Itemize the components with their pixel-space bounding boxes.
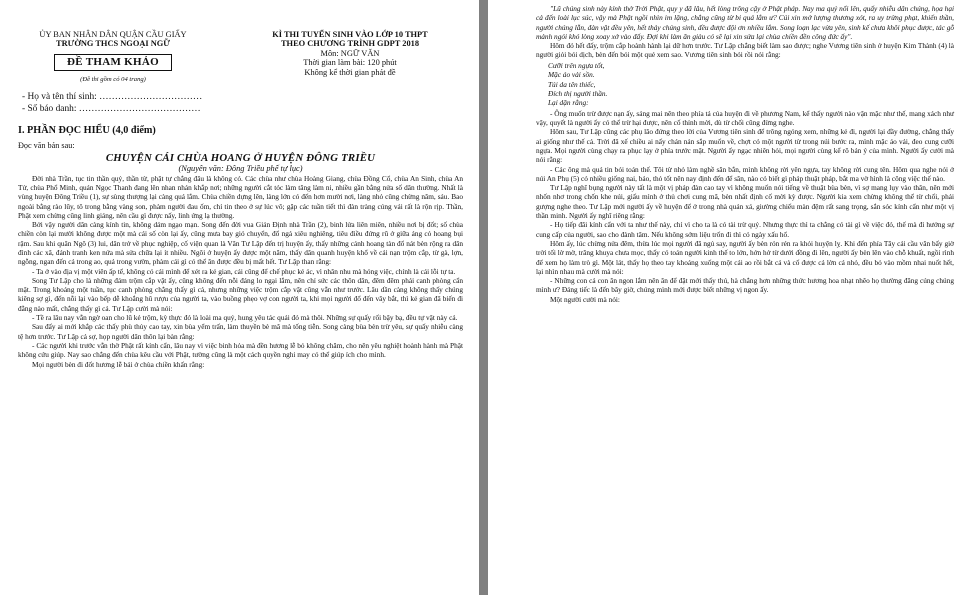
page-count-note: (Đề thi gồm có 04 trang) — [80, 76, 146, 84]
dialogue-paragraph: - Các người khi trước vẫn thờ Phật rất kính cẩn, lâu nay vì việc binh hỏa mà đền hương lễ bỏ không chăm, cho nên yêu nghiệt hoành hành mà Phật không cứu giúp. Nay sao chẳng đến chùa kêu cầu với Phật, tường cũng là một cách quyền nghi may có thể giúp ích cho mình. — [18, 340, 463, 360]
curriculum: THEO CHƯƠNG TRÌNH GDPT 2018 — [280, 39, 420, 49]
dialogue-paragraph: - Tề ra lâu nay vẫn ngờ oan cho lũ kẻ trộm, kỳ thực đó là loài ma quỷ, hung yêu tác quái đó mà thôi. Những sự quấy rối bậy bạ, đều tự vật này cả. — [32, 313, 458, 323]
exam-name: KÌ THI TUYỂN SINH VÀO LỚP 10 THPT — [272, 30, 428, 39]
verse-line: Lại dặn rằng: — [548, 98, 589, 108]
paragraph: Bởi vậy người dân càng kính tin, không dám ngạo mạn. Song đến đời vua Giản Định nhà Trần (2), binh lửa liên miên, nhiều nơi bị đốt; số chùa chiền còn lại mười không được một mà cái số còn lại ấy, cũng mưa bay gió chuyển, đổ ngả xiêu nghiêng, tiêu điều đứng rũ ở giữa áng cỏ hoang bụi rậm. Sau khi quân Ngô (3) lui, dân trở về phục nghiệp, cố viện quan là Văn Tư Lập đến trị huyện ấy, thấy những cảnh hoang tàn đổ nát bèn rộng ra dân đình các xã, đánh tranh ken nứa mà sửa chữa lại ít nhiều. Ngôi ở huyện ấy được một năm, thấy dân quanh huyện khổ về cái nạn trộm cắp, từ gà, lợn, ngỗng, ngan đến cả trong ao, quả trong vườn, phàm cái gì có thể ăn được đều bị mất hết. Tư Lập than rằng: — [18, 220, 463, 267]
district-name: ỦY BAN NHÂN DÂN QUẬN CẦU GIẤY — [39, 30, 187, 39]
section-heading: I. PHẦN ĐỌC HIỂU (4,0 điểm) — [18, 124, 156, 136]
verse-line: Mặc áo vải sồn. — [548, 70, 595, 80]
exam-header — [18, 30, 463, 85]
paragraph: Hôm đó hết đấy, trộm cắp hoành hành lại dữ hơn trước. Tư Lập chẳng biết làm sao được; nghe Vương tiên sinh ở huyện Kim Thành (4) là người giỏi bói dịch, bèn đến bói một quẻ xem sao. Vương tiên sinh bói rồi nói rằng: — [536, 41, 954, 60]
exam-page-2 — [488, 0, 968, 595]
verse-line: Cưỡi trên ngựa tốt, — [548, 60, 605, 70]
dialogue-paragraph: - Các ông mà quá tin bói toán thế. Tôi từ nhỏ làm nghề săn bắn, mình không rời yên ngựa, tay không rời cung tên. Hôm qua nghe nói ở núi An Phụ (5) có nhiều giống nai, báo, thỏ tốt nên nay định đến để săn, nào có biết gì pháp thuật pháp, bắt ma vờ hình là công việc thế nào. — [536, 164, 954, 183]
reference-stamp: ĐỀ THAM KHẢO — [54, 54, 172, 71]
dialogue-paragraph: - Những con cá con ăn ngon lắm nên ăn để đặt mới thấy thú, hà chẳng hơn những thức hương hoa nhạt nhẽo họ thường đăng cúng chúng mình ư? Đáng tiếc là đến bây giờ, chúng mình mới được biết những vị ngon ấy. — [536, 276, 954, 295]
paragraph: Tư Lập nghĩ bụng người này tất là một vị pháp đàn cao tay vì không muốn nói tiếng về thuật bùa bèn, vì sợ mang lụy vào thân, nên mới nhốn nhơ trong chốn khe núi, giấu mình ở thủ chơi cung mã, bèn nhất định cố mời kỳ được. Người kia xem chừng không thể từ chối, phải gượng nghe theo. Tư Lập mới người ấy về huyện để ở trong nhà quán xá, giường chiếu màn đệm rất sang trọng, sắn sóc kính cẩn như một vị thần minh. Người ấy nghĩ riêng rằng: — [536, 183, 954, 221]
candidate-name-field: - Họ và tên thí sinh: …………………………… — [22, 91, 203, 102]
paragraph: Một người cười mà nói: — [550, 294, 620, 304]
candidate-id-field: - Số báo danh: ………………………………… — [22, 103, 201, 114]
subject: Môn: NGỮ VĂN — [320, 48, 380, 58]
school-name: TRƯỜNG THCS NGOẠI NGỮ — [56, 39, 170, 49]
dialogue-paragraph: - Ông muốn trừ được nạn ấy, sáng mai nên theo phía tả của huyện đi về phương Nam, kể thấy người nào vận mặc như thế, mang xách như vậy, quyết là người ấy có thể trừ hại được, nên cố thỉnh mời, dù từ chối cũng đừng nghe. — [536, 108, 954, 128]
story-title: CHUYỆN CÁI CHÙA HOANG Ở HUYỆN ĐÔNG TRIỀU — [105, 151, 376, 164]
prayer-paragraph: "Lũ chúng sinh này kính thờ Trời Phật, quy y đã lâu, hết lòng trông cậy ở Phật pháp. Nay ma quỷ nổi lên, quấy nhiễu dân chúng, họa hại cả đến loài lục súc, vậy mà Phật ngồi nhìn im lặng, chẳng cũng từ bi quá lắm ư? Cúi xin mở lượng thương xót, ra uy trừng phạt, khiến thần, người chúng lẫn, đàn vật đều yên, hết thảy chúng sinh, đều được đội ơn nhiều lắm. Song loạn lạc vừa yên, sinh kế chưa khôi phục được, tác gỗ mảnh ngói khó lòng xoay xở vào đấy. Đợi khi làm ăn giàu có sẽ lại xin sửa lại chùa chiền đền công đức ấy". — [536, 4, 954, 41]
time-note: Không kể thời gian phát đề — [304, 67, 396, 77]
paragraph: Hôm sau, Tư Lập cũng các phụ lão đứng theo lời của Vương tiên sinh để trông ngóng xem, những kẻ đi, người lại đầy đường, chẳng thấy ai giống như thế cả. Trời đã xế chiều ai nấy chán nản sắp muốn về, chợt có một người từ trong núi bước ra, mình mặc áo vải, đeo cung cưỡi ngựa. Mọi người cùng chạy ra phục lạy ở phía trước mặt. Người ấy ngạc nhiên hỏi, mọi người cùng kể rõ bản ý của mình. Người ấy cười mà nói rằng: — [536, 127, 954, 165]
dialogue-paragraph: - Họ tiếp đãi kính cẩn với ta như thế này, chỉ vì cho ta là có tài trừ quỷ. Nhưng thực thì ta chẳng có tài gì về việc đó, thế mà đi hưởng sự cung cấp của người, sao cho đành tâm. Nếu không sớm liệu trốn đi thì có ngày xấu hổ. — [536, 220, 954, 239]
verse-block — [548, 61, 954, 108]
paragraph: Hôm ấy, lúc chừng nửa đêm, thừa lúc mọi người đã ngủ say, người ấy bèn rón rén ra khỏi huyện lỵ. Khi đến phía Tây cái cầu văn bấy giờ trời tối lờ mờ, trăng khuya chưa mọc, thấy có toán người kinh thế to lớn, hớn hở từ dưới đồng đi lên, người ấy bèn lên vào chỗ khuất, ngồi rình để xem họ làm trò gì. Một lát, thấy họ theo tay khoảng xuống một cái ao rồi bắt cá và cố được cả lờn cá nhỏ, đều bỏ vào mồm nhai nuốt hết, lại nhìn nhau mà cười mà nói: — [536, 238, 954, 276]
paragraph: Sau đấy ai mới khắp các thấy phù thủy cao tay, xin bùa yểm trấn, làm thuyền bè mã mà tống tiễn. Song càng bùa bèn trừ yêu, sự quấy nhiễu càng tệ hơn trước. Tư Lập cả sợ, họp người dân thôn lại bàn rằng: — [18, 322, 463, 341]
story-subtitle: (Nguyên văn: Đông Triều phế tự lục) — [178, 163, 303, 173]
paragraph: Mọi người bèn đi đốt hương lễ bái ở chùa chiền khấn rằng: — [32, 359, 205, 369]
intro-text: Đọc văn bản sau: — [18, 140, 75, 150]
verse-line: Túi da tên thiếc, — [548, 79, 596, 89]
header-left — [18, 30, 208, 85]
verse-line: Đích thị người thần. — [548, 89, 608, 98]
header-right — [245, 30, 455, 85]
paragraph: Song Tư Lập cho là những đám trộm cắp vặt ấy, cũng không đến nỗi đáng lo ngại lắm, nên chỉ sức các thôn dân, đêm đêm phải canh phòng cẩn mật. Trong khoảng một tuần, tục canh phòng chẳng thấy gì cả, nhưng những việc trộm cắp vặt cũng vẫn như trước. Lâu dần càng không thấy chúng kiêng sợ gì, đến nỗi lại vào bếp dễ khoắng hũ rượu của người ta, vào buồng phẹo vợ con người ta, khi mọi người đổ đến vây bắt, thì kẻ gian đã biến đi đằng nào mất, chẳng thấy gì cả. Tư Lập cười mà nói: — [18, 275, 463, 313]
dialogue-paragraph: - Ta ở vào địa vị một viên ấp tể, không có cái mình để xét ra kẻ gian, cái cũng để chế phục kẻ ác, vì nhân nhu mà hóng việc, chính là cái lỗi tự ta. — [32, 266, 456, 276]
exam-page-1 — [0, 0, 479, 595]
time-limit: Thời gian làm bài: 120 phút — [303, 58, 397, 68]
candidate-fields — [22, 91, 463, 115]
paragraph: Đời nhà Trần, tục tin thần quỷ, thần từ, phật tự chẳng đâu là không có. Các chùa như chùa Hoàng Giang, chùa Đồng Cổ, chùa An Sinh, chùa An Tử, chùa Phổ Minh, quán Ngọc Thanh đang lên nhan nhản khắp nơi; những người cắt tóc làm tăng làm ni, nhiều gần bằng nửa số dân thường. Nhất là vùng huyện Đông Triều (1), sự sùng thượng lại càng quá lắm. Chùa chiền dựng lên, làng lớn có đến hơn mười nơi, làng nhỏ cũng chừng năm, sáu. Bao ngoài bằng rào lũy, tô trong bằng vàng son, phàm người đau ốm, chỉ tin theo ở sự lúc vô; gặp các tuần tiết thì đàn tràng cúng vái rất là rộn rịp. Thần, Phật xem chừng cũng linh giáng, nên cầu gì được nấy, linh ứng lạ thường. — [18, 173, 463, 220]
